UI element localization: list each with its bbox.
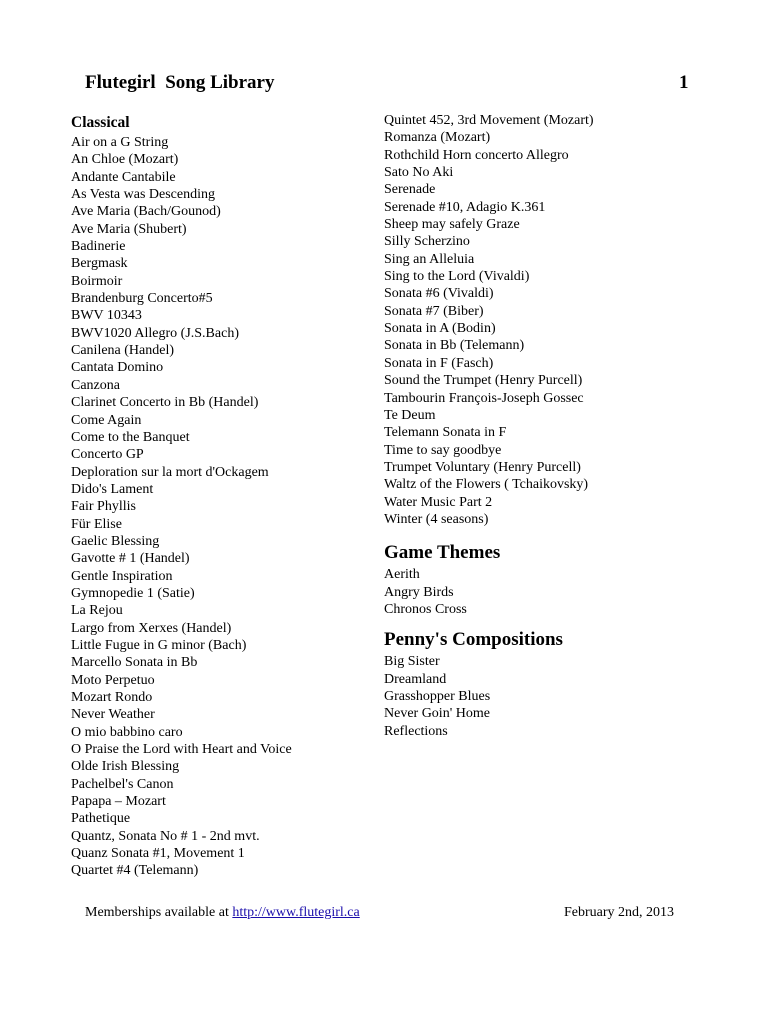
song-list-item: Marcello Sonata in Bb [71, 655, 198, 671]
song-list-item: Serenade [384, 182, 436, 198]
right-column [384, 112, 714, 740]
left-column [71, 112, 371, 880]
song-list-item: Time to say goodbye [384, 442, 502, 458]
song-list-item: Quintet 452, 3rd Movement (Mozart) [384, 113, 594, 128]
song-list-item: Te Deum [384, 407, 436, 423]
footer-memberships-text: Memberships available at [85, 905, 233, 920]
song-list-item: Ave Maria (Shubert) [71, 221, 187, 237]
footer-website-link[interactable]: http://www.flutegirl.ca [232, 905, 360, 920]
game-themes-list [384, 566, 714, 618]
song-list-item: Boirmoir [71, 273, 123, 289]
song-list-item: Ave Maria (Bach/Gounod) [71, 204, 221, 220]
song-list-item: Gavotte # 1 (Handel) [71, 551, 190, 567]
song-list-item: Gaelic Blessing [71, 533, 160, 549]
footer-memberships [85, 905, 360, 921]
song-list-item: Quantz, Sonata No # 1 - 2nd mvt. [71, 828, 260, 844]
song-list-item: Aerith [384, 567, 420, 583]
song-list-item: Gentle Inspiration [71, 568, 173, 584]
song-list-item: Quanz Sonata #1, Movement 1 [71, 846, 245, 862]
song-list-item: Clarinet Concerto in Bb (Handel) [71, 395, 259, 411]
song-list-item: Never Weather [71, 707, 155, 723]
section-heading-classical: Classical [71, 114, 130, 131]
song-list-item: Never Goin' Home [384, 706, 490, 722]
song-list-item: Largo from Xerxes (Handel) [71, 620, 232, 636]
song-list-item: Für Elise [71, 516, 122, 532]
song-list-item: Papapa – Mozart [71, 794, 166, 810]
song-list-item: Waltz of the Flowers ( Tchaikovsky) [384, 477, 589, 493]
song-list-item: Sonata #6 (Vivaldi) [384, 286, 494, 302]
song-list-item: Concerto GP [71, 447, 144, 463]
song-list-item: Romanza (Mozart) [384, 130, 491, 146]
song-list-item: Andante Cantabile [71, 169, 176, 185]
song-list-item: Telemann Sonata in F [384, 425, 507, 441]
song-list-item: Pachelbel's Canon [71, 776, 174, 792]
song-list-item: Deploration sur la mort d'Ockagem [71, 464, 269, 480]
song-list-item: Grasshopper Blues [384, 688, 491, 704]
footer-date: February 2nd, 2013 [564, 905, 675, 920]
section-heading-game-themes: Game Themes [384, 542, 501, 564]
song-list-item: As Vesta was Descending [71, 187, 215, 203]
song-list-item: Angry Birds [384, 584, 454, 600]
song-list-item: Fair Phyllis [71, 499, 136, 515]
song-list-item: Big Sister [384, 654, 440, 670]
page-number: 1 [679, 72, 689, 93]
song-list-item: Air on a G String [71, 135, 169, 150]
song-list-item: Sound the Trumpet (Henry Purcell) [384, 373, 583, 389]
song-list-item: Dreamland [384, 671, 447, 687]
song-list-item: BWV1020 Allegro (J.S.Bach) [71, 325, 239, 341]
song-list-item: Sonata in A (Bodin) [384, 321, 496, 337]
classical-list-left [71, 134, 371, 880]
song-list-item: Dido's Lament [71, 481, 154, 497]
song-list-item: Olde Irish Blessing [71, 759, 180, 775]
song-list-item: O Praise the Lord with Heart and Voice [71, 742, 292, 758]
song-list-item: Brandenburg Concerto#5 [71, 291, 213, 307]
song-list-item: Reflections [384, 723, 448, 739]
song-list-item: An Chloe (Mozart) [71, 152, 179, 168]
song-list-item: Trumpet Voluntary (Henry Purcell) [384, 459, 581, 475]
song-list-item: Serenade #10, Adagio K.361 [384, 199, 546, 215]
song-list-item: O mio babbino caro [71, 724, 183, 740]
song-list-item: Sonata #7 (Biber) [384, 303, 484, 319]
song-list-item: Sing an Alleluia [384, 251, 475, 267]
song-list-item: Water Music Part 2 [384, 494, 493, 510]
song-list-item: Winter (4 seasons) [384, 511, 489, 527]
song-list-item: Quartet #4 (Telemann) [71, 863, 199, 879]
page-title: Flutegirl Song Library [85, 72, 275, 93]
song-list-item: Sheep may safely Graze [384, 217, 520, 233]
section-heading-pennys-compositions: Penny's Compositions [384, 629, 563, 651]
song-list-item: BWV 10343 [71, 308, 142, 324]
song-list-item: Gymnopedie 1 (Satie) [71, 585, 195, 601]
song-list-item: Canzona [71, 377, 120, 393]
song-list-item: Mozart Rondo [71, 690, 153, 705]
song-list-item: Canilena (Handel) [71, 343, 175, 359]
song-list-item: La Rejou [71, 603, 123, 619]
song-list-item: Silly Scherzino [384, 234, 470, 250]
song-list-item: Little Fugue in G minor (Bach) [71, 637, 247, 653]
song-list-item: Rothchild Horn concerto Allegro [384, 147, 569, 163]
song-list-item: Pathetique [71, 811, 131, 827]
song-list-item: Badinerie [71, 239, 126, 255]
song-list-item: Cantata Domino [71, 360, 164, 376]
song-list-item: Sato No Aki [384, 165, 454, 181]
song-list-item: Sonata in F (Fasch) [384, 355, 494, 371]
song-list-item: Moto Perpetuo [71, 672, 155, 688]
song-list-item: Sing to the Lord (Vivaldi) [384, 269, 530, 285]
song-list-item: Chronos Cross [384, 601, 467, 617]
song-list-item: Bergmask [71, 256, 128, 272]
song-list-item: Tambourin François-Joseph Gossec [384, 390, 584, 406]
pennys-compositions-list [384, 653, 714, 740]
song-list-item: Sonata in Bb (Telemann) [384, 338, 525, 354]
song-list-item: Come to the Banquet [71, 429, 190, 445]
song-list-item: Come Again [71, 412, 142, 428]
classical-list-right [384, 112, 714, 528]
